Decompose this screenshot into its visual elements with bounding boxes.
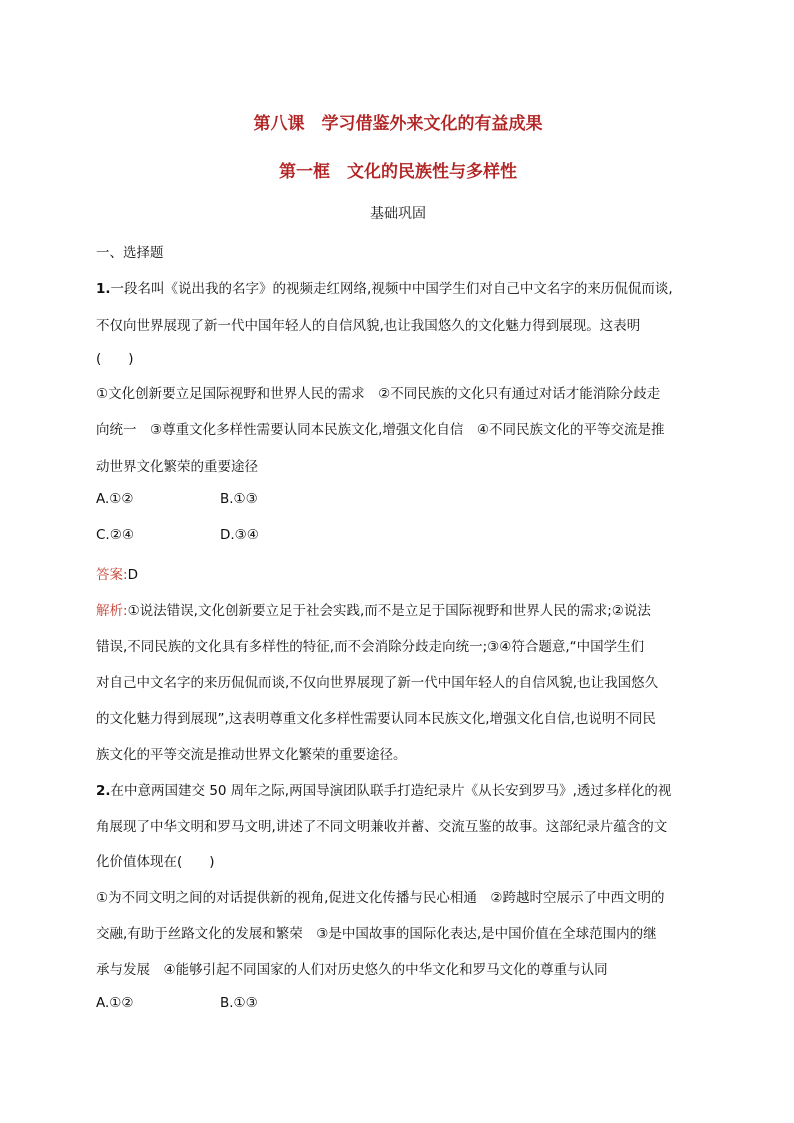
q2-number: 2.	[96, 783, 111, 799]
q1-option-d: D.③④	[220, 527, 259, 543]
q2-line-5: 交融,有助于丝路文化的发展和繁荣 ③是中国故事的国际化表达,是中国价值在全球范围内的继	[96, 926, 657, 942]
section-label: 一、选择题	[96, 245, 164, 261]
q1-analysis-line-2: 错误,不同民族的文化具有多样性的特征,而不会消除分歧走向统一;③④符合题意,“中国学生们	[96, 639, 645, 655]
q2-line-2: 角展现了中华文明和罗马文明,讲述了不同文明兼收并蓄、交流互鉴的故事。这部纪录片蕴含的文	[96, 819, 668, 835]
q1-line-5: 向统一 ③尊重文化多样性需要认同本民族文化,增强文化自信 ④不同民族文化的平等交流是推	[96, 422, 665, 438]
analysis-text: ①说法错误,文化创新要立足于社会实践,而不是立足于国际视野和世界人民的需求;②说法	[127, 603, 651, 619]
q1-answer	[96, 563, 700, 583]
q1-option-c: C.②④	[96, 527, 134, 543]
q1-analysis-line-1	[96, 599, 700, 619]
q1-line-4: ①文化创新要立足国际视野和世界人民的需求 ②不同民族的文化只有通过对话才能消除分歧走	[96, 386, 661, 402]
q1-text: 一段名叫《说出我的名字》的视频走红网络,视频中中国学生们对自己中文名字的来历侃侃而谈,	[110, 281, 673, 297]
q2-line-4: ①为不同文明之间的对话提供新的视角,促进文化传播与民心相通 ②跨越时空展示了中西文明的	[96, 890, 665, 906]
q2-line-3: 化价值体现在( )	[96, 854, 215, 870]
q1-analysis-line-4: 的文化魅力得到展现”,这表明尊重文化多样性需要认同本民族文化,增强文化自信,也说明不同民	[96, 711, 656, 727]
q2-line-6: 承与发展 ④能够引起不同国家的人们对历史悠久的中华文化和罗马文化的尊重与认同	[96, 962, 608, 978]
lesson-title: 第八课 学习借鉴外来文化的有益成果	[253, 114, 543, 134]
q1-line-6: 动世界文化繁荣的重要途径	[96, 459, 258, 475]
q1-option-a: A.①②	[96, 491, 134, 507]
analysis-label: 解析:	[96, 603, 128, 619]
q2-text: 在中意两国建交 50 周年之际,两国导演团队联手打造纪录片《从长安到罗马》,透过多样化的视	[110, 783, 672, 799]
q1-analysis-line-5: 族文化的平等交流是推动世界文化繁荣的重要途径。	[96, 747, 407, 763]
q1-line-2: 不仅向世界展现了新一代中国年轻人的自信风貌,也让我国悠久的文化魅力得到展现。这表明	[96, 318, 641, 334]
q2-option-a: A.①②	[96, 995, 134, 1011]
subtitle: 基础巩固	[370, 206, 426, 222]
q2-line-1	[96, 779, 700, 799]
q1-option-b: B.①③	[220, 491, 258, 507]
answer-label: 答案:	[96, 567, 128, 583]
q1-line-1	[96, 277, 700, 297]
q1-line-3: ( )	[96, 351, 134, 367]
q1-analysis-line-3: 对自己中文名字的来历侃侃而谈,不仅向世界展现了新一代中国年轻人的自信风貌,也让我国悠久	[96, 675, 659, 691]
q2-option-b: B.①③	[220, 995, 258, 1011]
q1-number: 1.	[96, 281, 111, 297]
answer-value: D	[127, 567, 138, 583]
section-title: 第一框 文化的民族性与多样性	[279, 162, 517, 182]
